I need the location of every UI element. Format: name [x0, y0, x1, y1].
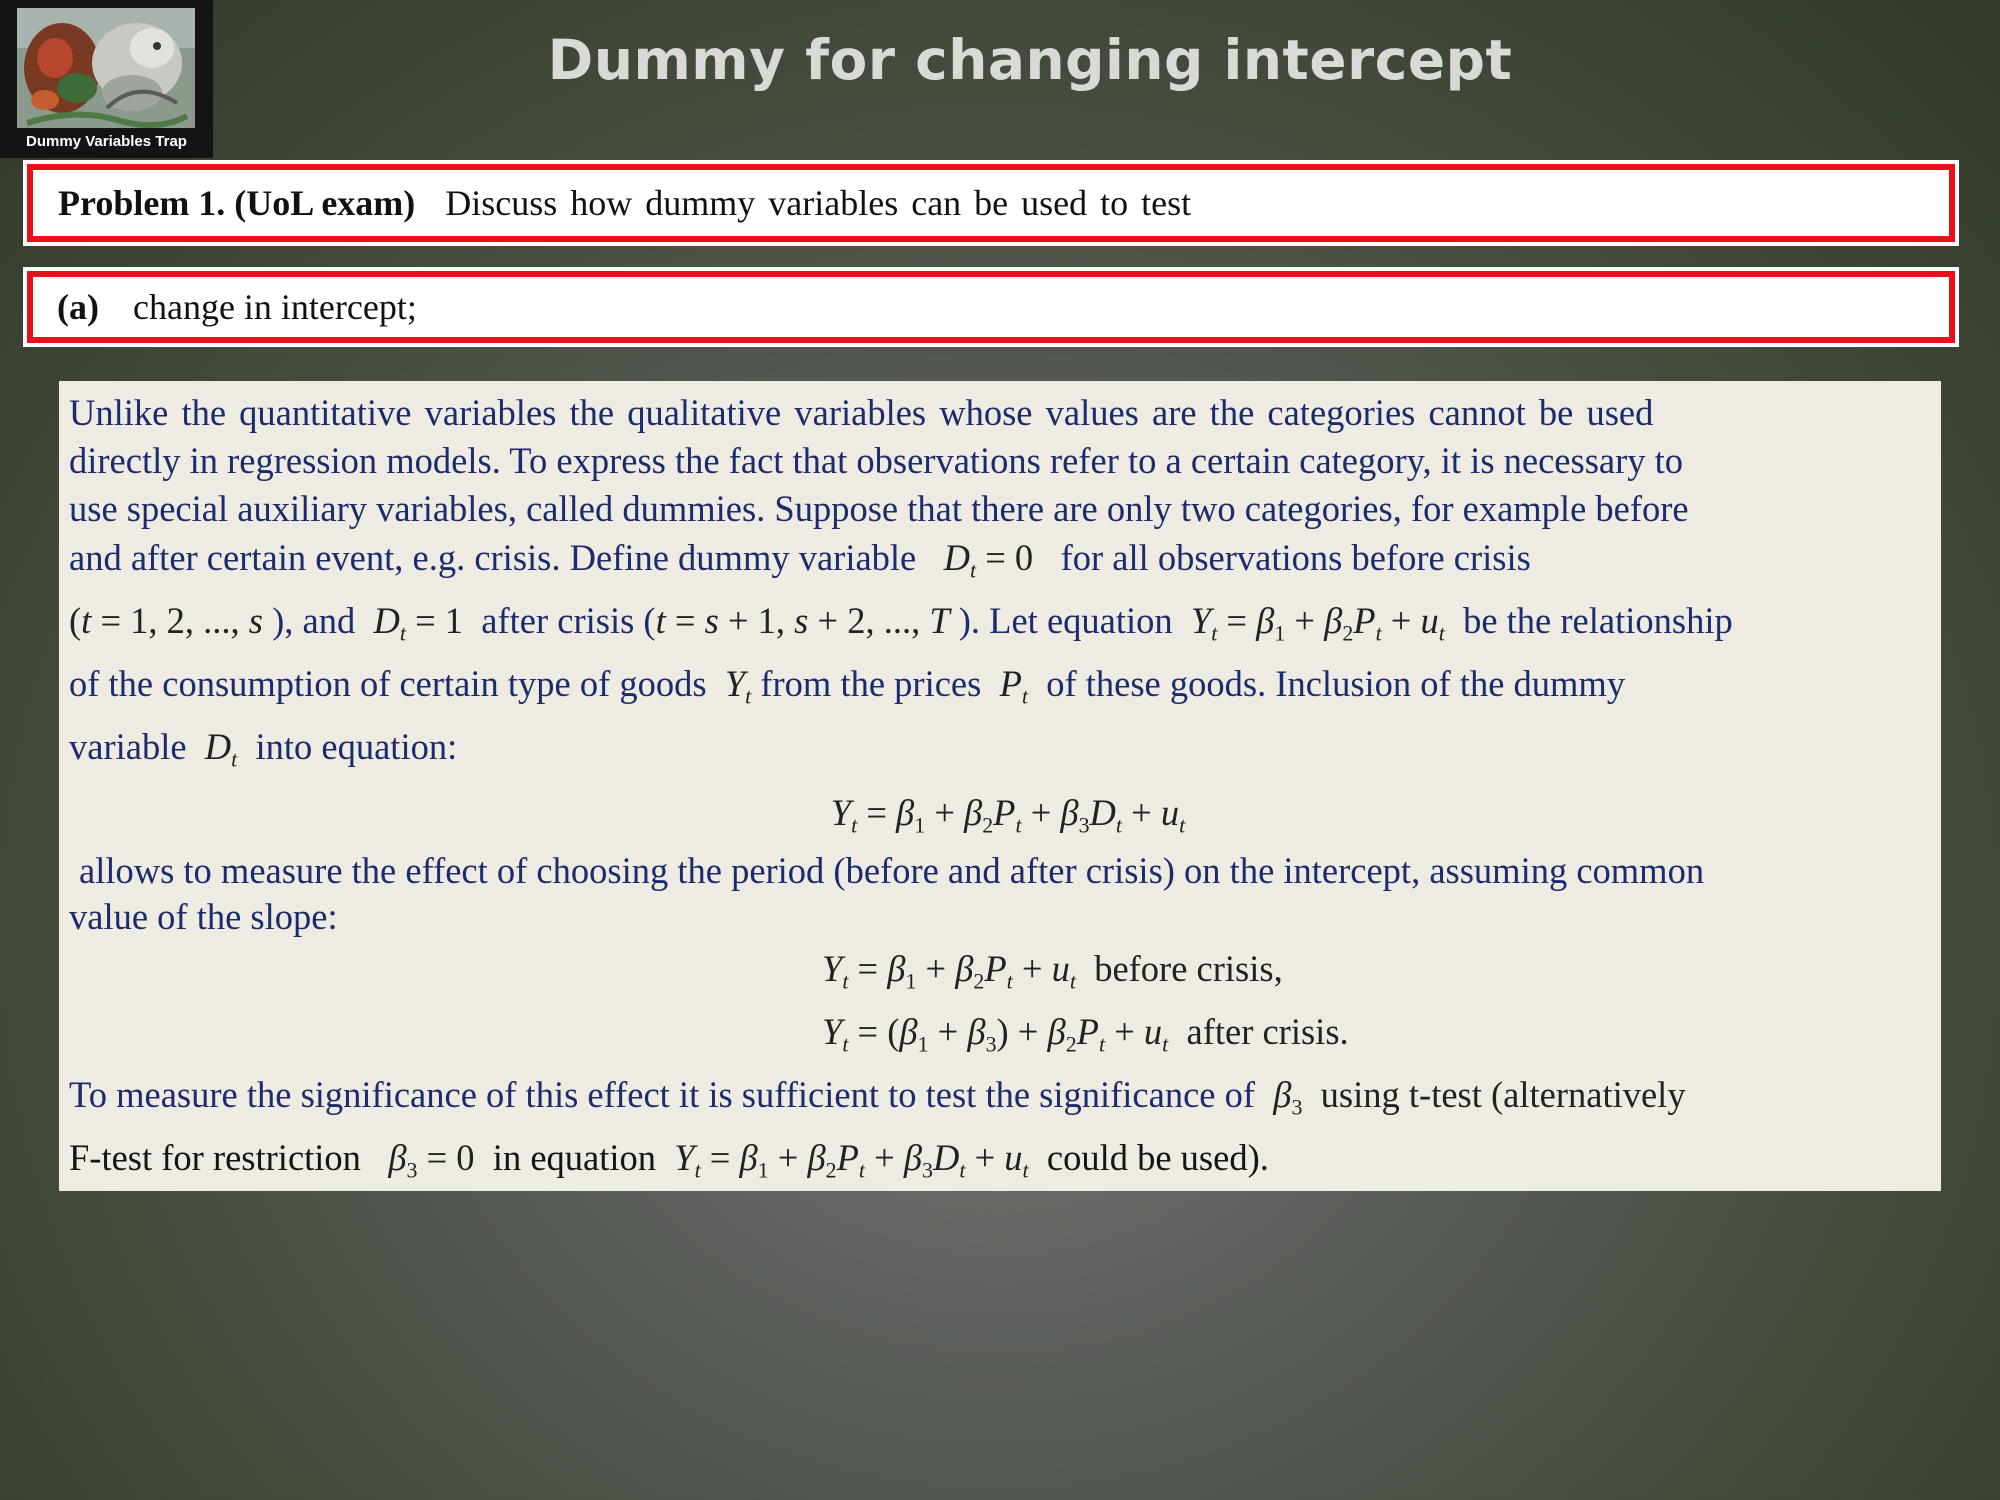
math-expression: t = s + 1, s + 2, ..., T [655, 600, 950, 641]
math-expression: $D_t$ [204, 726, 238, 772]
after-crisis-equation: $Y_t = (\beta_1 + \beta_3) + \beta_2P_t + u_t$ after crisis. [822, 1011, 1349, 1057]
body-line: F-test for restriction $\beta_3 = 0$ in equation $Y_t = \beta_1 + \beta_2P_t + \beta_3D_t + u_t$ could be used). [69, 1137, 1269, 1183]
part-a-label: (a) [57, 287, 99, 327]
body-line: and after certain event, e.g. crisis. Define dummy variable $D_t = 0$ for all observations before crisis [69, 537, 1531, 583]
regression-equation: $Y_t = \beta_1 + \beta_2P_t + \beta_3D_t + u_t$ [830, 792, 1186, 838]
math-expression: $Y_t = \beta_1 + \beta_2P_t + u_t$ [1190, 600, 1445, 646]
before-crisis-equation: $Y_t = \beta_1 + \beta_2P_t + u_t$ before crisis, [822, 948, 1283, 994]
part-a-text: change in intercept; [132, 287, 417, 327]
page-title: Dummy for changing intercept [547, 28, 1513, 92]
math-expression: $\beta_3 = 0$ [388, 1137, 484, 1183]
body-line: Unlike the quantitative variables the qualitative variables whose values are the categories cannot be used [69, 392, 1654, 433]
body-line: directly in regression models. To express the fact that observations refer to a certain category, it is necessary to [69, 440, 1684, 481]
problem-box [23, 160, 1959, 246]
body-line: variable $D_t$ into equation: [69, 726, 458, 772]
body-line: value of the slope: [69, 896, 338, 937]
math-expression: $P_t$ [999, 663, 1028, 709]
body-line: of the consumption of certain type of goods $Y_t$ from the prices $P_t$ of these goods. Inclusion of the dummy [69, 663, 1626, 709]
part-a-box [23, 267, 1959, 347]
body-line: To measure the significance of this effect it is sufficient to test the significance of $\beta_3$ using t-test (alternatively [69, 1074, 1686, 1120]
math-expression: $\beta_3$ [1273, 1074, 1303, 1120]
math-expression: $D_t = 1$ [373, 600, 473, 646]
body-line: allows to measure the effect of choosing the period (before and after crisis) on the intercept, assuming common [79, 850, 1705, 891]
logo-caption: Dummy Variables Trap [26, 133, 187, 150]
math-expression: $Y_t = \beta_1 + \beta_2P_t + \beta_3D_t + u_t$ [674, 1137, 1029, 1183]
body-line: (t = 1, 2, ..., s ), and $D_t = 1$ after crisis (t = s + 1, s + 2, ..., T ). Let equation $Y_t = \beta_1 + \beta_2P_t + u_t$ be the relationship [69, 600, 1733, 646]
math-expression: $Y_t$ [724, 663, 752, 709]
problem-label: Problem 1. (UoL exam) [58, 183, 416, 223]
body-line: use special auxiliary variables, called dummies. Suppose that there are only two categories, for example before [69, 488, 1689, 529]
math-expression: (t = 1, 2, ..., s [69, 600, 263, 641]
math-expression: $D_t = 0$ [943, 537, 1052, 583]
explanation-panel [59, 381, 1941, 1191]
problem-text: Discuss how dummy variables can be used to test [445, 183, 1192, 223]
